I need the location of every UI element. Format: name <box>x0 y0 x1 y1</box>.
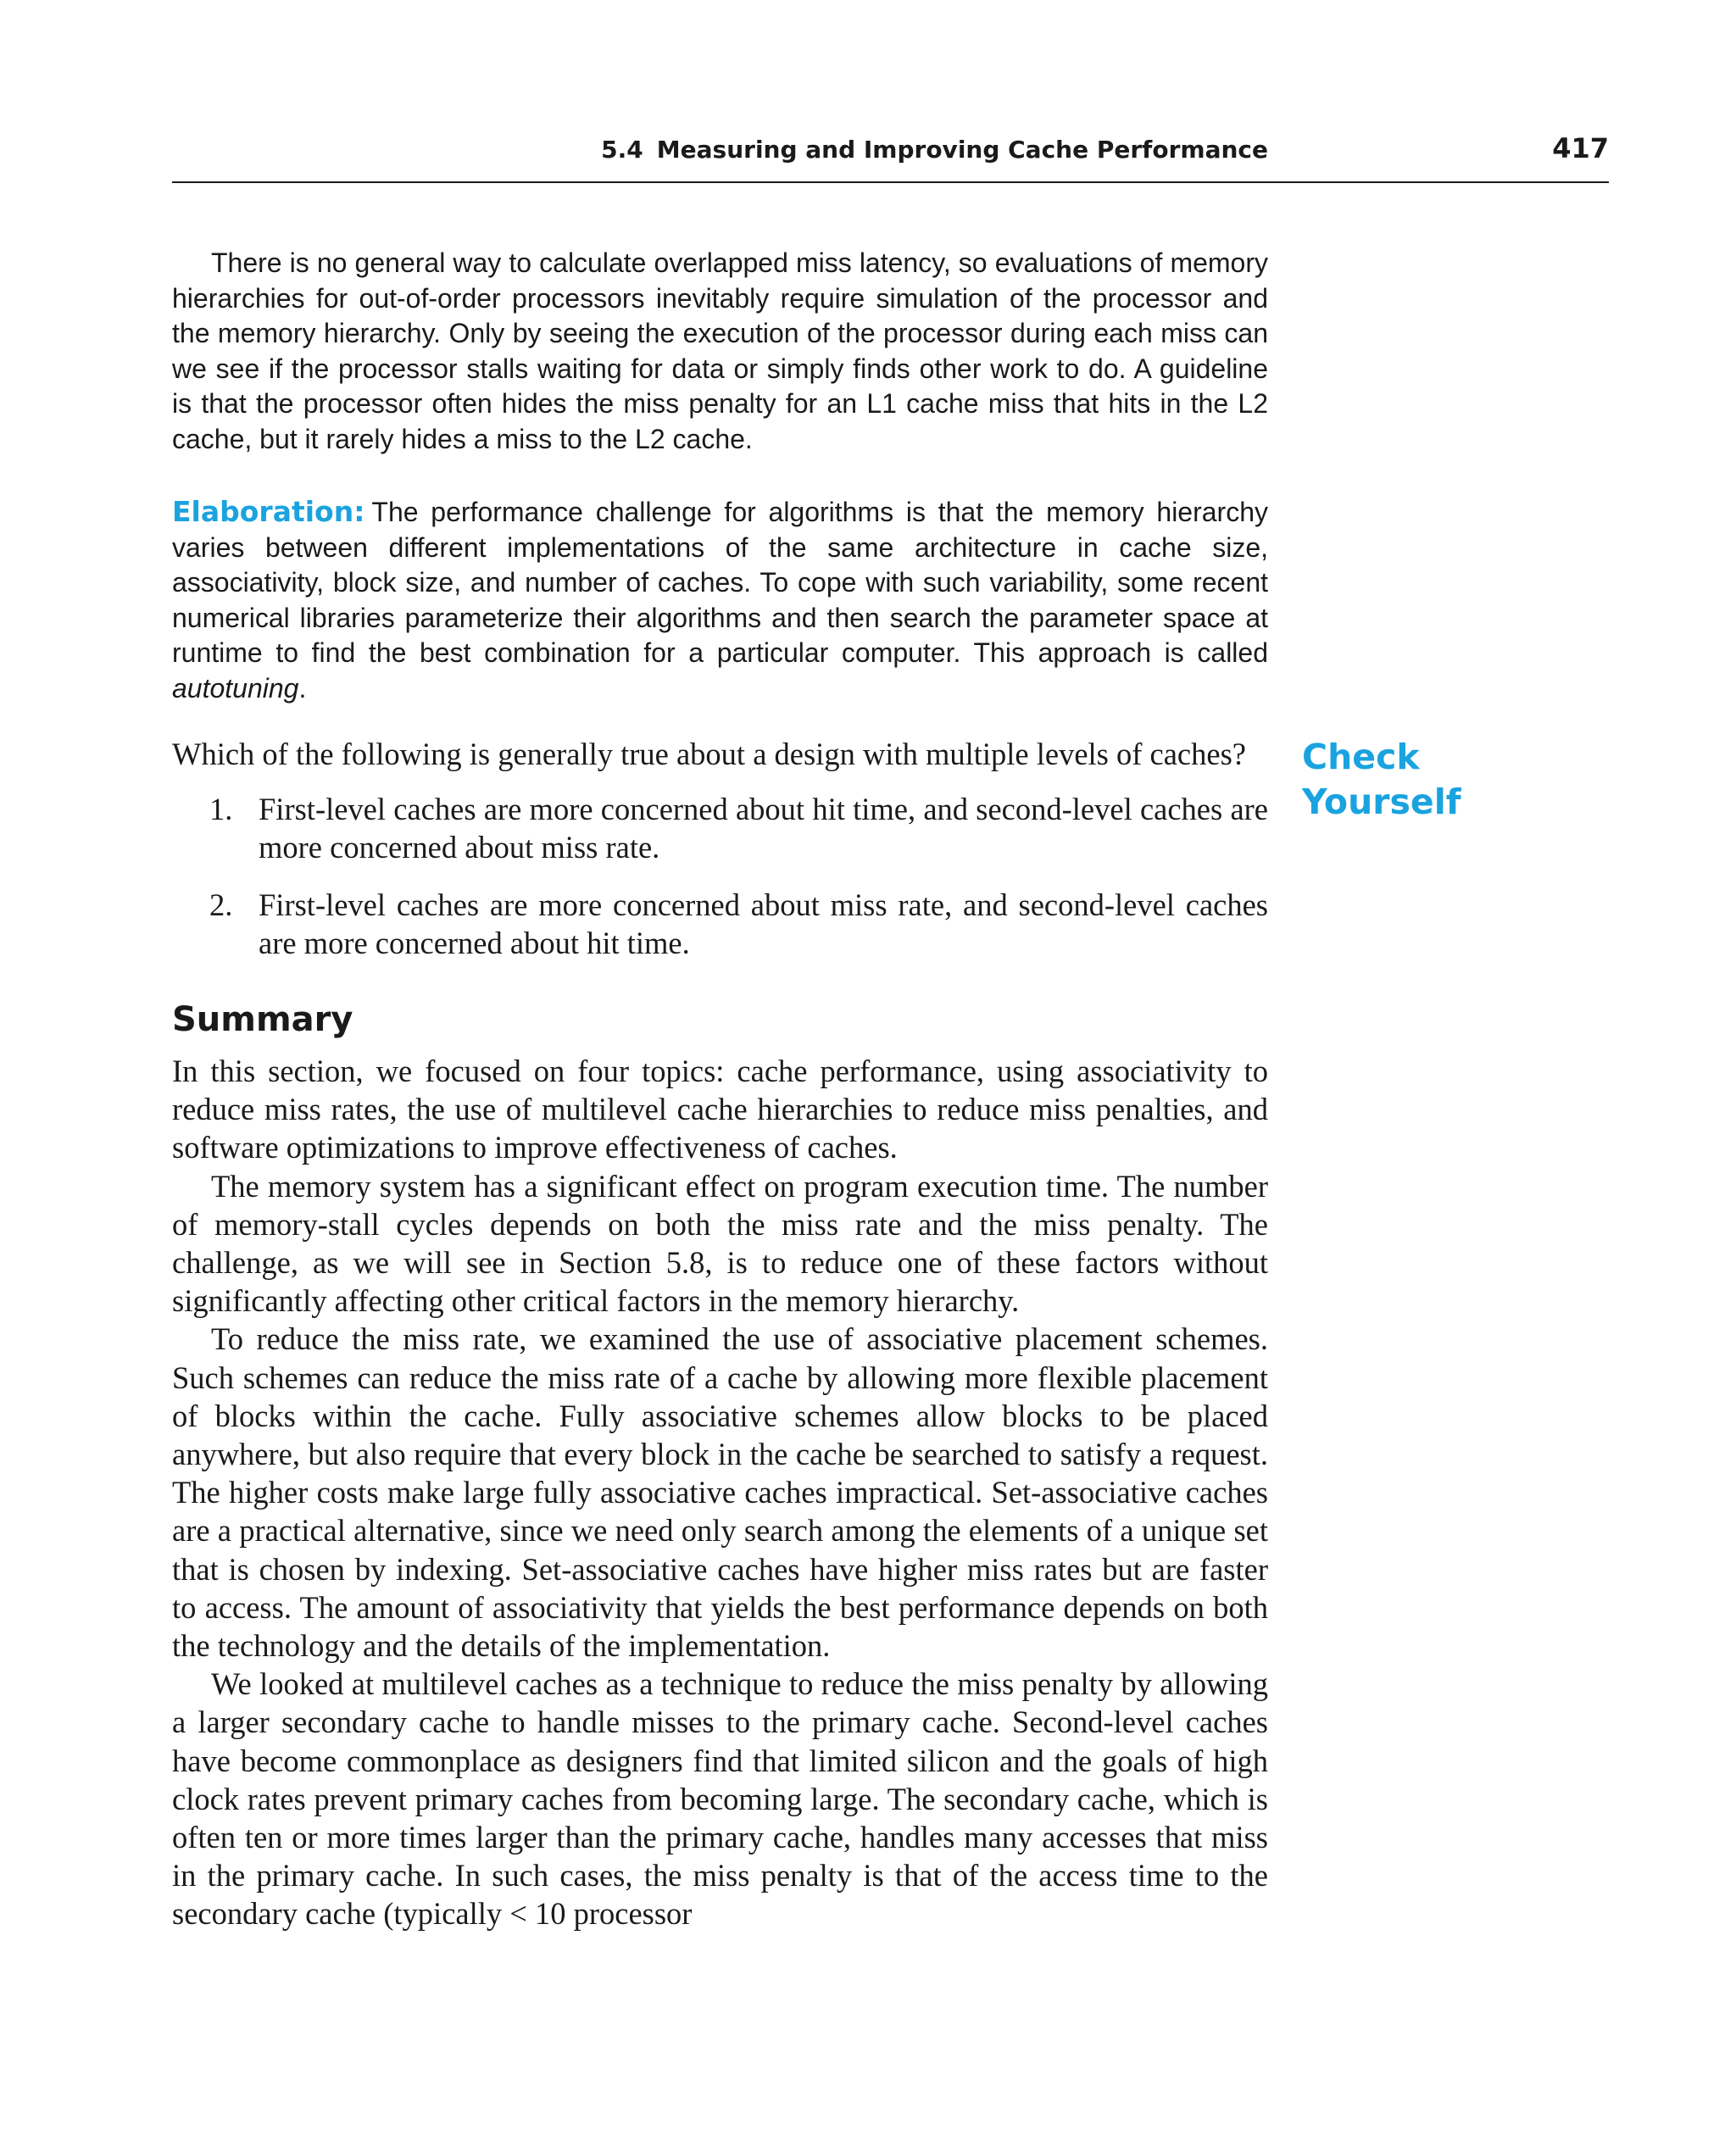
option-text: First-level caches are more concerned about hit time, and second-level caches are more concerned about miss rate. <box>259 792 1268 865</box>
elaboration-text: The performance challenge for algorithms is that the memory hierarchy varies between different implementations of the same architecture in cache size, associativity, block size, and number of caches. To cope with such variability, some recent numerical libraries parameterize their algorithms and then search the parameter space at runtime to find the best combination for a particular computer. This approach is called <box>172 497 1268 668</box>
summary-heading: Summary <box>172 1000 353 1040</box>
elaboration-label: Elaboration: <box>172 495 365 528</box>
section-title: Measuring and Improving Cache Performance <box>656 136 1268 164</box>
option-text: First-level caches are more concerned about miss rate, and second-level caches are more concerned about hit time. <box>259 887 1268 960</box>
option-item <box>172 886 1268 962</box>
check-yourself-block <box>172 735 1461 962</box>
check-yourself-question: Which of the following is generally true about a design with multiple levels of caches? <box>172 737 1246 771</box>
elaboration-paragraph <box>172 494 1268 706</box>
check-yourself-label <box>1302 735 1522 825</box>
check-yourself-options <box>172 790 1268 962</box>
section-number: 5.4 <box>601 136 643 164</box>
option-item <box>172 790 1268 866</box>
option-number: 2. <box>209 887 233 922</box>
page-header <box>172 127 1609 183</box>
running-head <box>601 136 1268 164</box>
summary-paragraph: We looked at multilevel caches as a technique to reduce the miss penalty by allowing a larger secondary cache to handle misses to the primary cache. Second-level caches have become commonplace as designers find that limited silicon and the goals of high clock rates prevent primary caches from becoming large. The secondary cache, which is often ten or more times larger than the primary cache, handles many accesses that miss in the primary cache. In such cases, the miss penalty is that of the access time to the secondary cache (typically < 10 processor <box>172 1666 1268 1932</box>
page-number: 417 <box>1552 132 1609 164</box>
page-body <box>172 246 1461 1933</box>
intro-paragraph: There is no general way to calculate overlapped miss latency, so evaluations of memory hierarchies for out-of-order processors inevitably require simulation of the processor and the memory hierarchy. Only by seeing the execution of the processor during each miss can we see if the processor stalls waiting for data or simply finds other work to do. A guideline is that the processor often hides the miss penalty for an L1 cache miss that hits in the L2 cache, but it rarely hides a miss to the L2 cache. <box>172 247 1268 454</box>
option-number: 1. <box>209 792 233 827</box>
summary-paragraph: The memory system has a significant effect on program execution time. The number of memory-stall cycles depends on both the miss rate and the miss penalty. The challenge, as we will see in Section 5.8, is to reduce one of these factors without significantly affecting other critical factors in the memory hierarchy. <box>172 1168 1268 1319</box>
elaboration-end: . <box>298 672 307 703</box>
check-label-line2: Yourself <box>1302 781 1461 822</box>
check-label-line1: Check <box>1302 737 1420 777</box>
summary-paragraph: To reduce the miss rate, we examined the use of associative placement schemes. Such schemes can reduce the miss rate of a cache by allowing more flexible placement of blocks within the cache. Fully associative schemes allow blocks to be placed anywhere, but also require that every block in the cache be searched to satisfy a request. The higher costs make large fully associative caches impractical. Set-associative caches are a practical alternative, since we need only search among the elements of a unique set that is chosen by indexing. Set-associative caches have higher miss rates but are faster to access. The amount of associativity that yields the best performance depends on both the technology and the details of the implementation. <box>172 1321 1268 1664</box>
elaboration-term: autotuning <box>172 672 299 703</box>
summary-paragraph: In this section, we focused on four topics: cache performance, using associativity to reduce miss rates, the use of multilevel cache hierarchies to reduce miss penalties, and software optimizations to improve effectiveness of caches. <box>172 1054 1268 1165</box>
